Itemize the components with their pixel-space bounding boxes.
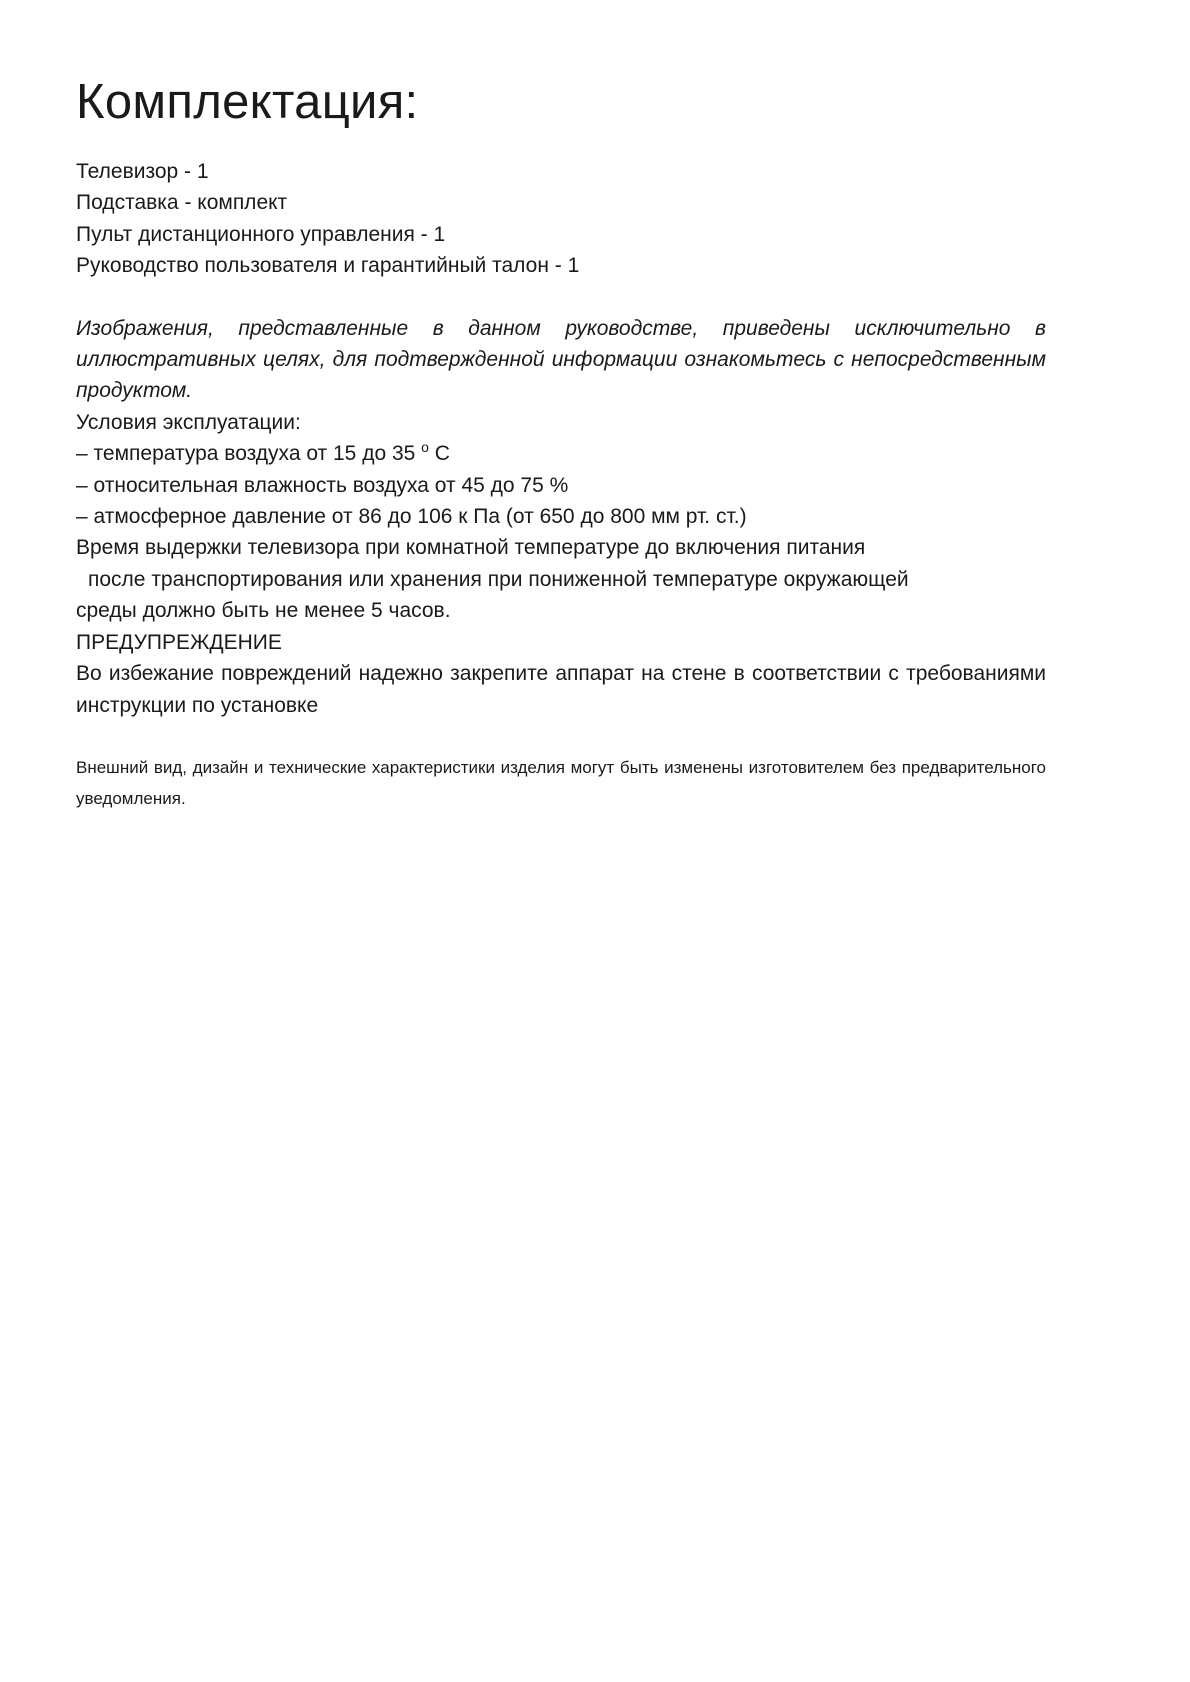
degree-symbol: o (421, 439, 429, 456)
acclimation-line-2: после транспортирования или хранения при пониженной температуре окружающей (88, 567, 909, 591)
condition-temperature (76, 438, 1046, 469)
condition-pressure: – атмосферное давление от 86 до 106 к Па (от 650 до 800 мм рт. ст.) (76, 505, 747, 529)
package-item-stand: Подставка - комплект (76, 191, 288, 215)
acclimation-line-1: Время выдержки телевизора при комнатной температуре до включения питания (76, 536, 866, 560)
package-item-manual: Руководство пользователя и гарантийный талон - 1 (76, 254, 580, 278)
temperature-unit: С (428, 442, 450, 466)
document-page (76, 70, 1046, 831)
package-item-tv: Телевизор - 1 (76, 160, 209, 183)
warning-heading: ПРЕДУПРЕЖДЕНИЕ (76, 630, 282, 654)
temperature-text: – температура воздуха от 15 до 35 (76, 442, 422, 466)
page-title: Комплектация: (76, 75, 419, 129)
condition-humidity: – относительная влажность воздуха от 45 до 75 % (76, 473, 569, 497)
package-item-remote: Пульт дистанционного управления - 1 (76, 222, 446, 246)
footnote: Внешний вид, дизайн и технические характеристики изделия могут быть изменены изготовителем без предварительного уведомления. (76, 757, 1046, 808)
package-list (76, 156, 1046, 282)
conditions-heading: Условия эксплуатации: (76, 410, 301, 434)
image-disclaimer: Изображения, представленные в данном руководстве, приведены исключительно в иллюстративных целях, для подтвержденной информации ознакомьтесь с непосредственным продуктом. (76, 316, 1046, 403)
acclimation-line-3: среды должно быть не менее 5 часов. (76, 599, 451, 623)
warning-text: Во избежание повреждений надежно закрепите аппарат на стене в соответствии с требованиями инструкции по установке (76, 662, 1046, 717)
